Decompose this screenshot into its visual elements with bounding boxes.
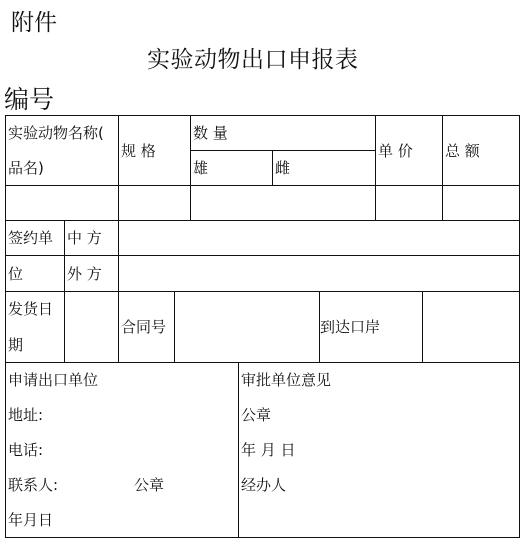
applicant-seal-label: 公章 (134, 476, 165, 494)
spec-header: 规 格 (121, 142, 156, 160)
animal-name-header-line2: 品名) (8, 159, 44, 177)
table-rule (190, 115, 191, 220)
address-label: 地址: (8, 406, 44, 424)
serial-number-label: 编号 (4, 85, 55, 114)
total-amount-header: 总 额 (445, 142, 480, 160)
contact-person-label: 联系人: (8, 476, 59, 494)
contract-number-label: 合同号 (121, 318, 167, 336)
table-border-left (5, 115, 6, 537)
approval-date-label: 年 月 日 (241, 441, 296, 459)
table-rule (442, 115, 443, 220)
applicant-unit-label: 申请出口单位 (8, 371, 99, 389)
table-rule (64, 220, 65, 362)
table-rule (5, 220, 520, 221)
table-border-right (519, 115, 520, 537)
arrival-port-label: 到达口岸 (320, 318, 381, 336)
table-rule (118, 220, 119, 362)
table-rule (422, 291, 423, 362)
foreign-party-label: 外 方 (67, 265, 102, 283)
table-border-bottom (5, 537, 520, 538)
attachment-label: 附件 (11, 10, 57, 36)
signing-unit-label-line1: 签约单 (8, 229, 54, 247)
approval-opinion-label: 审批单位意见 (241, 371, 332, 389)
table-rule (5, 362, 520, 363)
signing-unit-label-line2: 位 (8, 265, 24, 283)
phone-label: 电话: (8, 441, 44, 459)
table-rule (118, 115, 119, 220)
animal-name-header-line1: 实验动物名称( (8, 124, 104, 142)
page-title: 实验动物出口申报表 (147, 47, 359, 73)
table-rule (5, 291, 520, 292)
table-rule (174, 291, 175, 362)
chinese-party-label: 中 方 (67, 229, 102, 247)
table-rule (375, 115, 376, 220)
applicant-date-label: 年月日 (8, 511, 54, 529)
handler-label: 经办人 (241, 476, 287, 494)
ship-date-label-line2: 期 (8, 336, 24, 354)
table-rule (238, 362, 239, 537)
table-rule (190, 150, 375, 151)
approval-seal-label: 公章 (241, 406, 272, 424)
unit-price-header: 单 价 (378, 142, 413, 160)
table-rule (272, 150, 273, 185)
table-rule (5, 255, 520, 256)
ship-date-label-line1: 发货日 (8, 300, 54, 318)
female-header: 雌 (275, 159, 291, 177)
male-header: 雄 (193, 159, 209, 177)
quantity-header: 数 量 (193, 124, 228, 142)
